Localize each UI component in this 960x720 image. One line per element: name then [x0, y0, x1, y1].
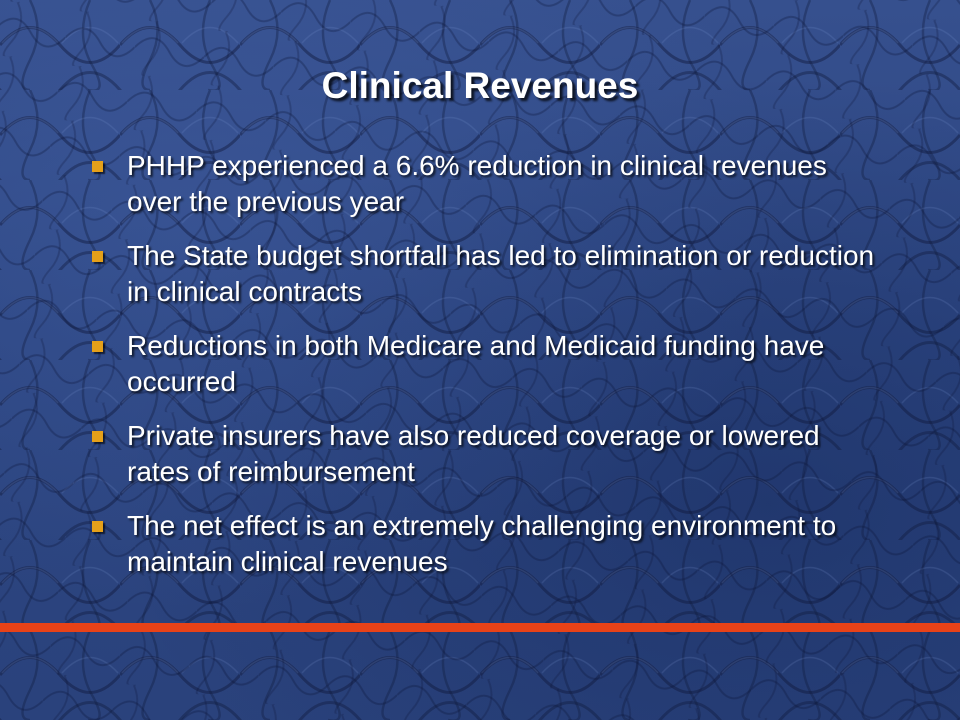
square-bullet-icon — [92, 431, 103, 442]
bullet-item — [92, 508, 882, 580]
square-bullet-icon — [92, 161, 103, 172]
bullet-list — [92, 148, 882, 598]
square-bullet-icon — [92, 521, 103, 532]
bullet-item — [92, 418, 882, 490]
bullet-text: The State budget shortfall has led to elimination or reduction in clinical contracts — [127, 240, 875, 307]
bullet-text: The net effect is an extremely challenging environment to maintain clinical revenues — [127, 510, 837, 577]
bullet-item — [92, 328, 882, 400]
square-bullet-icon — [92, 251, 103, 262]
square-bullet-icon — [92, 341, 103, 352]
slide-title: Clinical Revenues — [321, 65, 639, 106]
bullet-text: PHHP experienced a 6.6% reduction in clinical revenues over the previous year — [127, 150, 827, 217]
bullet-text: Private insurers have also reduced coverage or lowered rates of reimbursement — [127, 420, 820, 487]
bullet-item — [92, 238, 882, 310]
accent-divider-rule — [0, 623, 960, 632]
bullet-item — [92, 148, 882, 220]
bullet-text: Reductions in both Medicare and Medicaid funding have occurred — [127, 330, 825, 397]
